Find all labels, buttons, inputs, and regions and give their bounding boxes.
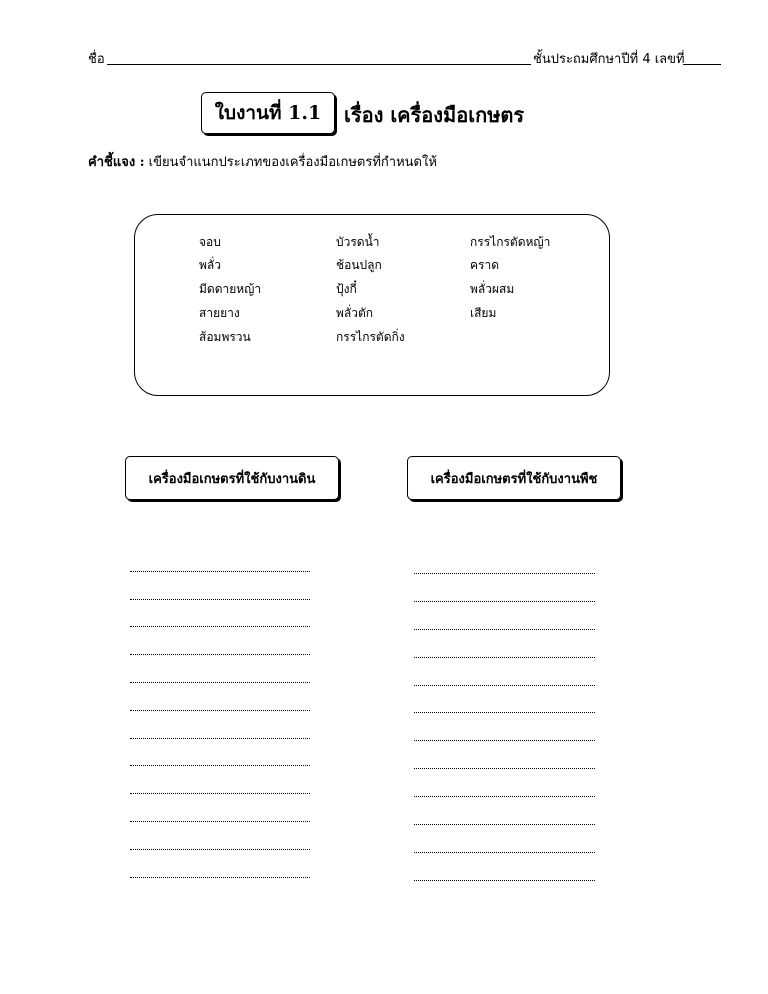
number-blank-line [683, 64, 721, 65]
plant-answer-line[interactable] [414, 852, 595, 853]
plant-tools-label: เครื่องมือเกษตรที่ใช้กับงานพืช [430, 471, 598, 487]
soil-tools-header [125, 456, 339, 500]
soil-answer-line[interactable] [130, 682, 310, 683]
soil-answer-line[interactable] [130, 626, 310, 627]
tool-word: จอบ [199, 235, 221, 249]
instructions-text: เขียนจำแนกประเภทของเครื่องมือเกษตรที่กำหนดให้ [148, 155, 437, 170]
soil-answer-line[interactable] [130, 849, 310, 850]
plant-answer-line[interactable] [414, 629, 595, 630]
tool-word: กรรไกรตัดหญ้า [470, 235, 551, 249]
tool-word: ส้อมพรวน [199, 330, 251, 344]
plant-answer-line[interactable] [414, 712, 595, 713]
soil-answer-line[interactable] [130, 599, 310, 600]
worksheet-subject: เรื่อง เครื่องมือเกษตร [344, 103, 525, 127]
soil-answer-line[interactable] [130, 710, 310, 711]
soil-answer-line[interactable] [130, 877, 310, 878]
soil-answer-line[interactable] [130, 654, 310, 655]
soil-answer-line[interactable] [130, 821, 310, 822]
plant-answer-line[interactable] [414, 573, 595, 574]
worksheet-title-box [201, 92, 335, 134]
instructions [88, 151, 437, 172]
plant-answer-line[interactable] [414, 824, 595, 825]
plant-answer-line[interactable] [414, 657, 595, 658]
plant-answer-line[interactable] [414, 740, 595, 741]
name-label: ชื่อ [88, 52, 105, 67]
soil-answer-line[interactable] [130, 765, 310, 766]
tool-word: ช้อนปลูก [336, 258, 382, 272]
plant-answer-line[interactable] [414, 880, 595, 881]
tool-word: บัวรดน้ำ [336, 235, 380, 249]
plant-tools-header [407, 456, 621, 500]
plant-answer-line[interactable] [414, 796, 595, 797]
soil-answer-line[interactable] [130, 571, 310, 572]
instructions-label: คำชี้แจง : [88, 155, 145, 170]
tool-word: เสียม [470, 306, 497, 320]
tool-word: พลั่ว [199, 258, 222, 272]
tool-word: สายยาง [199, 306, 240, 320]
plant-answer-line[interactable] [414, 685, 595, 686]
worksheet-title: ใบงานที่ 1.1 [214, 102, 322, 124]
name-blank-line [107, 64, 531, 65]
plant-answer-line[interactable] [414, 601, 595, 602]
tool-word: กรรไกรตัดกิ่ง [336, 330, 405, 344]
soil-answer-line[interactable] [130, 738, 310, 739]
tool-word: พลั่วตัก [336, 306, 374, 320]
tool-word: คราด [470, 258, 500, 272]
plant-answer-line[interactable] [414, 768, 595, 769]
tool-word: พลั่วผสม [470, 282, 515, 296]
tool-word: มีดดายหญ้า [199, 282, 262, 296]
tool-word: ปุ้งกี๋ [336, 282, 357, 296]
soil-tools-label: เครื่องมือเกษตรที่ใช้กับงานดิน [148, 471, 316, 487]
class-label: ชั้นประถมศึกษาปีที่ 4 เลขที่ [533, 52, 685, 67]
soil-answer-line[interactable] [130, 793, 310, 794]
